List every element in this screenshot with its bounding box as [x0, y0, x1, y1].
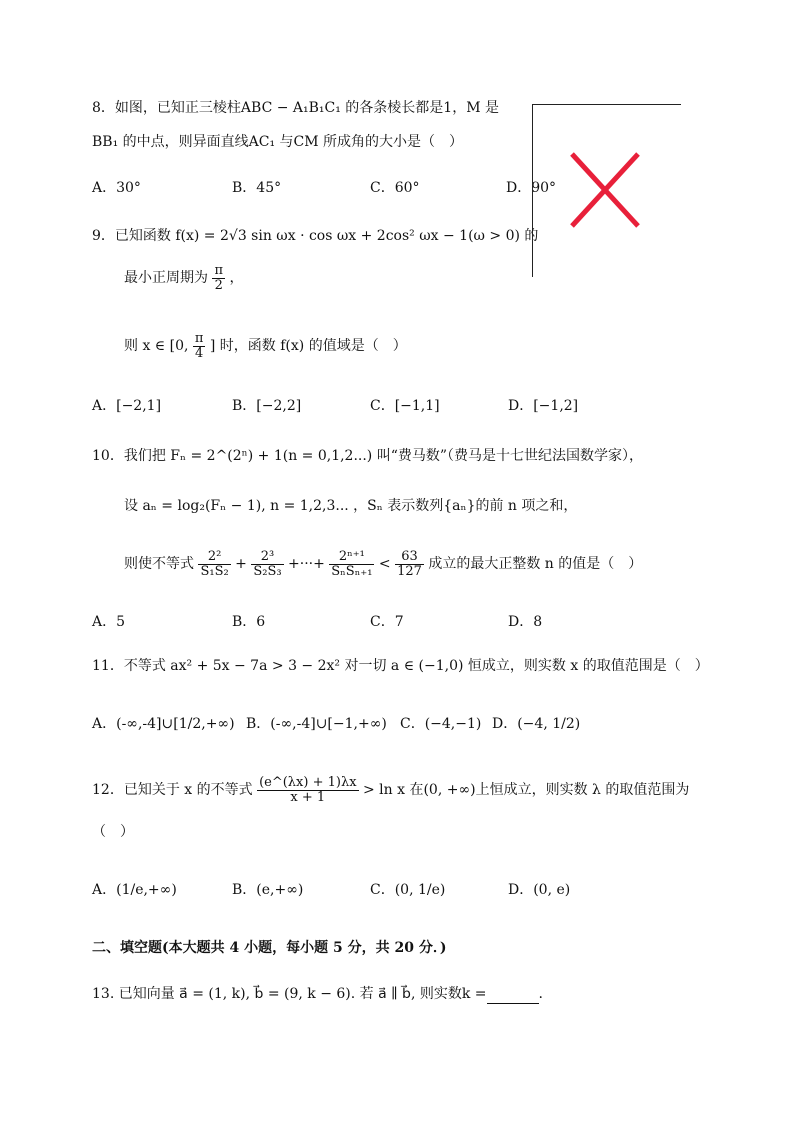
q10-term2-den: S₂S₃	[253, 563, 282, 579]
q8-option-a: A．30°	[92, 180, 141, 196]
q9-line1: 9．已知函数 f(x) = 2√3 sin ωx · cos ωx + 2cos² ωx − 1(ω > 0) 的	[92, 228, 539, 244]
q10-dots: +···+	[288, 556, 325, 572]
q11-line1: 11．不等式 ax² + 5x − 7a > 3 − 2x² 对一切 a ∈ (−1,0) 恒成立，则实数 x 的取值范围是（ ）	[92, 658, 709, 674]
q10-option-c: C．7	[370, 614, 404, 630]
q9-period-num: π	[214, 262, 223, 278]
q8-option-b: B．45°	[232, 180, 282, 196]
q12-frac-den: x + 1	[290, 789, 326, 805]
q10-term3-den: SₙSₙ₊₁	[331, 563, 373, 579]
q13-text: 13. 已知向量 a⃗ = (1, k), b⃗ = (9, k − 6). 若 a⃗ ∥ b⃗, 则实数k =	[92, 986, 487, 1002]
q10-term3	[329, 550, 374, 579]
q11-option-a: A．(-∞,-4]∪[1/2,+∞)	[92, 716, 235, 732]
q10-term2-num: 2³	[251, 550, 283, 565]
q12-line2: （ ）	[92, 824, 134, 840]
q11-option-c: C．(−4,−1)	[400, 716, 482, 732]
q13-end: .	[538, 986, 543, 1002]
q9-option-d: D．[−1,2]	[508, 398, 579, 414]
q11-option-b: B．(-∞,-4]∪[−1,+∞)	[246, 716, 387, 732]
q12-line1-prefix: 12．已知关于 x 的不等式	[92, 782, 253, 798]
q8-option-c: C．60°	[370, 180, 420, 196]
q9-line2-suffix: ，	[229, 270, 244, 286]
q10-option-a: A．5	[92, 614, 126, 630]
q9-option-a: A．[−2,1]	[92, 398, 162, 414]
q12-option-b: B．(e,+∞)	[232, 882, 304, 898]
q8-line1: 8．如图，已知正三棱柱ABC − A₁B₁C₁ 的各条棱长都是1，M 是	[92, 100, 499, 116]
q10-line3-suffix: 成立的最大正整数 n 的值是（ ）	[428, 556, 643, 572]
q10-plus: +	[235, 556, 247, 572]
q8-option-d: D．90°	[506, 180, 557, 196]
q9-option-b: B．[−2,2]	[232, 398, 302, 414]
q12-fraction	[257, 776, 358, 805]
q11-option-d: D．(−4, 1/2)	[492, 716, 581, 732]
cross-mark-icon	[568, 150, 642, 230]
q9-option-c: C．[−1,1]	[370, 398, 440, 414]
q12-line1-suffix: > ln x 在(0, +∞)上恒成立，则实数 λ 的取值范围为	[362, 782, 690, 798]
q8-line2: BB₁ 的中点，则异面直线AC₁ 与CM 所成角的大小是（ ）	[92, 134, 464, 150]
section-title: 二、填空题(本大题共 4 小题，每小题 5 分，共 20 分．)	[92, 940, 447, 956]
q10-line3-prefix: 则使不等式	[124, 556, 194, 572]
q10-term4	[395, 550, 424, 579]
q12-option-a: A．(1/e,+∞)	[92, 882, 177, 898]
q10-term4-den: 127	[397, 563, 422, 579]
q10-term1-den: S₁S₂	[200, 563, 229, 579]
q9-line3	[124, 328, 407, 364]
q9-interval-num: π	[194, 330, 204, 346]
q10-option-b: B．6	[232, 614, 266, 630]
q10-line1: 10．我们把 Fₙ = 2^(2ⁿ) + 1(n = 0,1,2...) 叫“费马数”（费马是十七世纪法国数学家），	[92, 448, 644, 464]
answer-blank[interactable]	[487, 989, 539, 1004]
q9-interval-den: 4	[195, 345, 204, 361]
q12-frac-num: (e^(λx) + 1)λx	[259, 774, 357, 790]
q10-term1	[198, 550, 230, 579]
q10-line3	[124, 546, 642, 582]
q9-line3-prefix: 则 x ∈ [0,	[124, 338, 189, 354]
q9-line2	[124, 262, 243, 294]
q9-interval-fraction	[193, 332, 206, 361]
q10-term4-num: 63	[395, 550, 424, 565]
q9-period-den: 2	[214, 277, 223, 293]
q9-line2-prefix: 最小正周期为	[124, 270, 208, 286]
q10-lt: <	[378, 556, 391, 572]
q12-line1	[92, 772, 689, 808]
q10-line2: 设 aₙ = log₂(Fₙ − 1), n = 1,2,3... ，Sₙ 表示数列{aₙ}的前 n 项之和，	[124, 498, 578, 514]
q10-option-d: D．8	[508, 614, 543, 630]
q10-term2	[251, 550, 283, 579]
q12-option-c: C．(0, 1/e)	[370, 882, 446, 898]
q10-term3-num: 2ⁿ⁺¹	[329, 550, 374, 565]
q12-option-d: D．(0, e)	[508, 882, 571, 898]
q9-period-fraction	[212, 264, 225, 293]
q9-line3-suffix: ] 时，函数 f(x) 的值域是（ ）	[209, 338, 407, 354]
q10-term1-num: 2²	[198, 550, 230, 565]
q13-line	[92, 984, 543, 1004]
